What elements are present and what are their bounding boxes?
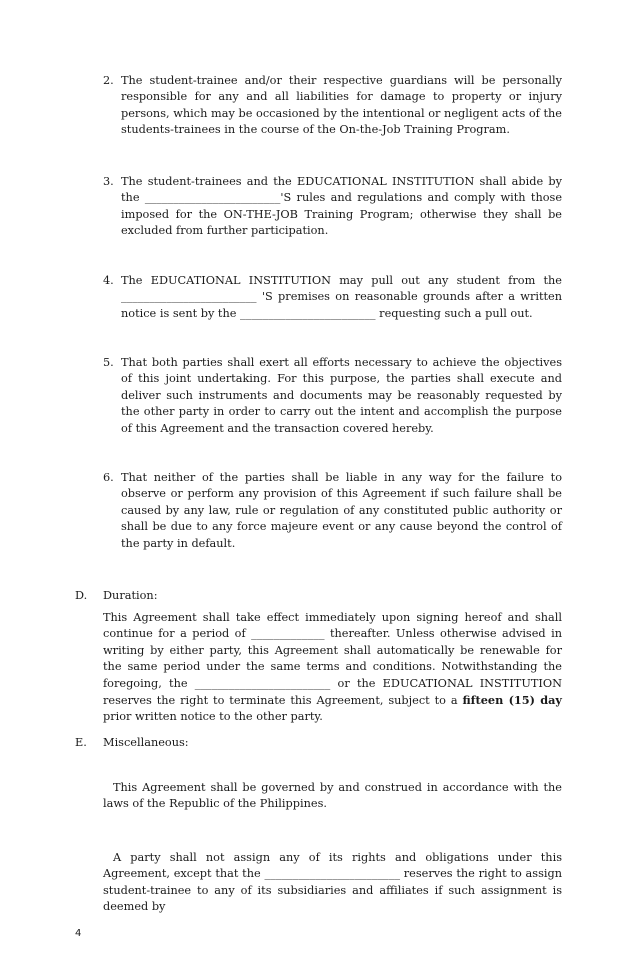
section-letter: D.	[75, 589, 88, 602]
duration-text: This Agreement shall take effect immediately upon signing hereof and shall continue for a period of _____________ thereafter. Unless otherwise advised in writing by either party, this Agreement shall automatically be renewable for the same period under the same terms and conditions. Notwithstanding the foregoing, the ________________________ or the EDUCATIONAL INSTITUTION reserves the right to terminate this Agreement, subject to a	[103, 611, 562, 708]
item-text: The student-trainee and/or their respective guardians will be personally responsible for any and all liabilities for damage to property or injury persons, which may be occasioned by the intentional or negligent acts of the students-trainees in the course of the On-the-Job Training Program.	[121, 74, 562, 137]
page-number: 4	[75, 928, 82, 939]
item-number: 5.	[103, 356, 114, 369]
item-number: 3.	[103, 175, 114, 188]
duration-bold-term: fifteen (15) day	[462, 693, 562, 708]
item-text: That neither of the parties shall be liable in any way for the failure to observe or perform any provision of this Agreement if such failure shall be caused by any law, rule or regulation of any constituted public authority or shall be due to any force majeure event or any cause beyond the control of the party in default.	[121, 471, 562, 550]
misc-paragraph: A party shall not assign any of its rights and obligations under this Agreement, except that the ________________________ reserves the right to assign student-trainee to any of its subsidiaries and affiliates if such assignment is deemed by	[103, 851, 562, 914]
item-text: The EDUCATIONAL INSTITUTION may pull out any student from the ________________________ 'S premises on reasonable grounds after a written notice is sent by the ________________________ requesting such a pull out.	[121, 274, 562, 320]
section-letter: E.	[75, 736, 87, 749]
item-number: 4.	[103, 274, 114, 287]
item-number: 6.	[103, 471, 114, 484]
misc-paragraph: This Agreement shall be governed by and construed in accordance with the laws of the Republic of the Philippines.	[103, 781, 562, 811]
section-heading: Miscellaneous:	[103, 736, 189, 749]
item-number: 2.	[103, 74, 114, 87]
item-text: The student-trainees and the EDUCATIONAL INSTITUTION shall abide by the ________________________'S rules and regulations and comply with those imposed for the ON-THE-JOB Training Program; otherwise they shall be excluded from further participation.	[121, 175, 562, 238]
duration-paragraph	[103, 610, 562, 726]
item-text: That both parties shall exert all efforts necessary to achieve the objectives of this joint undertaking. For this purpose, the parties shall execute and deliver such instruments and documents may be reasonably requested by the other party in order to carry out the intent and accomplish the purpose of this Agreement and the transaction covered hereby.	[121, 356, 562, 435]
duration-text-end: prior written notice to the other party.	[103, 710, 323, 724]
section-heading: Duration:	[103, 589, 158, 602]
